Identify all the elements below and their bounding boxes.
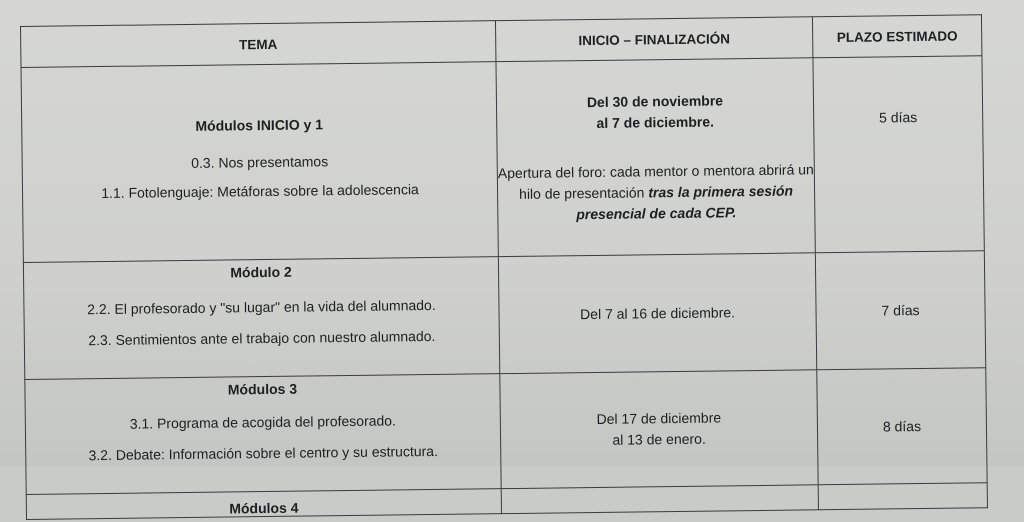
dates-cell [496,58,815,257]
plazo-cell [818,483,987,510]
module-title-partial: Módulos 4 [229,499,299,517]
module-title: Módulo 2 [230,263,292,281]
date-range: Del 7 al 16 de diciembre. [580,303,736,322]
plazo-cell [813,56,984,253]
table-row [23,251,985,380]
dates-cell [498,253,816,374]
topic-item: 3.2. Debate: Información sobre el centro y su estructura. [88,442,439,464]
topic-item: 2.2. El profesorado y "su lugar" en la vida del alumnado. [87,296,436,318]
header-inicio-finalizacion: INICIO – FINALIZACIÓN [495,17,812,62]
plazo-cell [817,368,987,485]
topic-item: 2.3. Sentimientos ante el trabajo con nuestro alumnado. [88,327,436,349]
module-title: Módulos INICIO y 1 [195,115,324,134]
tema-cell [26,489,501,520]
tema-cell [21,62,498,263]
date-range: Del 30 de noviembre al 7 de diciembre. [586,91,724,131]
plazo-value: 5 días [879,109,918,126]
dates-cell [500,370,818,489]
header-tema: TEMA [21,21,496,68]
table-row [25,368,987,495]
tema-cell [23,257,499,380]
dates-cell [501,485,818,514]
topic-item: 3.1. Programa de acogida del profesorado. [129,412,397,432]
date-range: Del 17 de diciembre al 13 de enero. [596,409,722,448]
header-plazo-estimado: PLAZO ESTIMADO [812,15,981,58]
topic-item: 0.3. Nos presentamos [191,152,329,171]
tema-cell [25,374,501,495]
forum-note-emphasis: tras la primera sesión presencial de cada CEP. [576,182,794,222]
plazo-cell [815,251,985,370]
topic-item: 1.1. Fotolenguaje: Metáforas sobre la adolescencia [101,180,419,201]
forum-note: Apertura del foro: cada mentor o mentora abrirá un hilo de presentación tras la primera sesión presencial de cada CEP. [497,160,814,222]
plazo-value: 8 días [882,417,922,434]
course-schedule-table [20,14,988,520]
plazo-value: 7 días [881,301,920,318]
module-title: Módulos 3 [227,380,298,398]
table-row [21,56,984,263]
